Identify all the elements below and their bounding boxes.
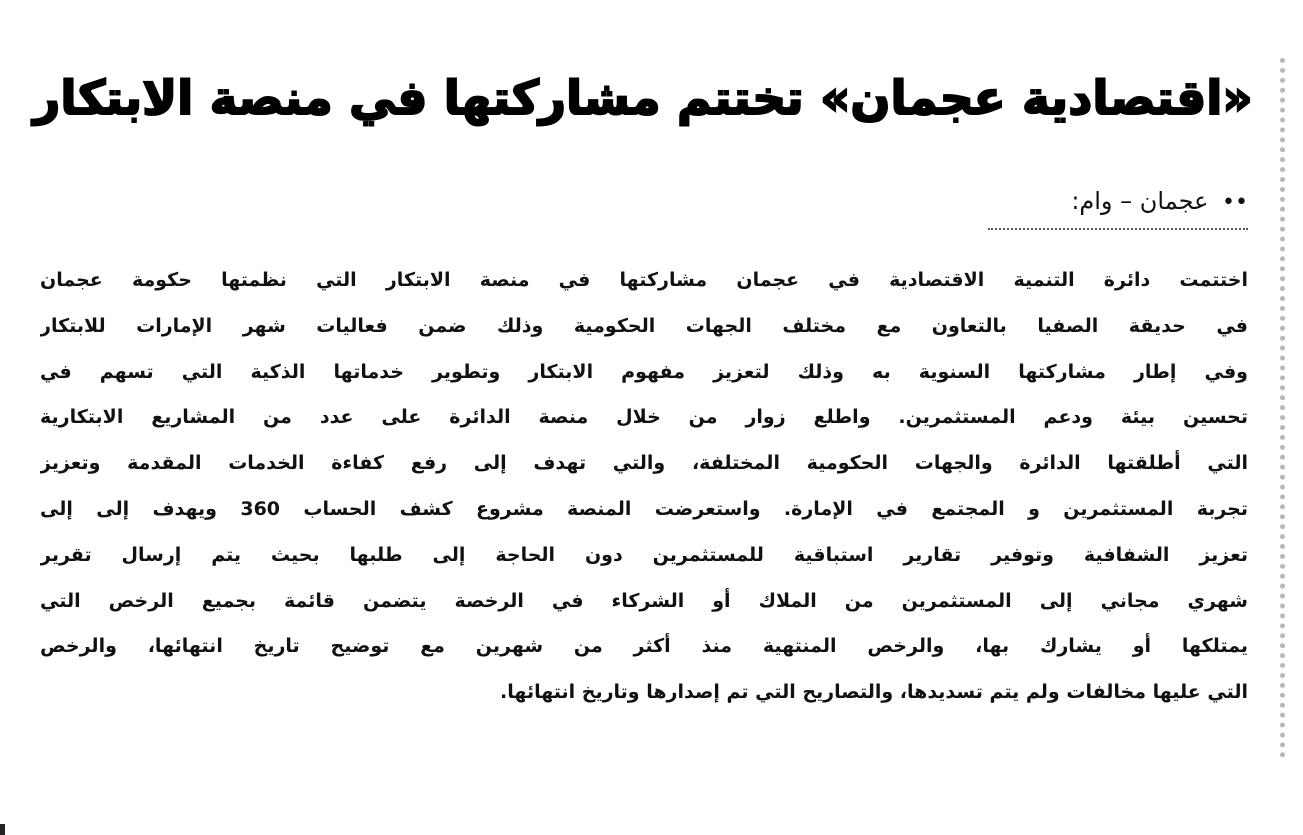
body-line: اختتمت دائرة التنمية الاقتصادية في عجمان مشاركتها في منصة الابتكار التي نظمتها حكومة عجمان bbox=[40, 269, 1248, 291]
crop-mark bbox=[0, 824, 5, 835]
byline-text: عجمان – وام: bbox=[1071, 187, 1209, 215]
body-line: تعزيز الشفافية وتوفير تقارير استباقية للمستثمرين دون الحاجة إلى طلبها بحيث يتم إرسال تقرير bbox=[40, 543, 1248, 566]
body-line: يمتلكها أو يشارك بها، والرخص المنتهية منذ أكثر من شهرين مع توضيح تاريخ انتهائها، والرخص bbox=[40, 635, 1248, 658]
column-divider bbox=[1280, 58, 1285, 758]
body-line: شهري مجاني إلى المستثمرين من الملاك أو الشركاء في الرخصة يتضمن قائمة بجميع الرخص التي bbox=[40, 589, 1248, 612]
body-line: تحسين بيئة ودعم المستثمرين. واطلع زوار من خلال منصة الدائرة على عدد من المشاريع الابتكارية bbox=[40, 406, 1248, 429]
body-line: وفي إطار مشاركتها السنوية به وذلك لتعزيز مفهوم الابتكار وتطوير خدماتها الذكية التي تسهم في bbox=[40, 360, 1248, 383]
body-line: التي عليها مخالفات ولم يتم تسديدها، والتصاريح التي تم إصدارها وتاريخ انتهائها. bbox=[500, 681, 1248, 704]
body-line: تجربة المستثمرين و المجتمع في الإمارة. واستعرضت المنصة مشروع كشف الحساب 360 ويهدف إلى إلى bbox=[40, 497, 1248, 520]
article-headline: «اقتصادية عجمان» تختتم مشاركتها في منصة الابتكار bbox=[33, 71, 1253, 126]
body-line: التي أطلقتها الدائرة والجهات الحكومية المختلفة، والتي تهدف إلى رفع كفاءة الخدمات المقدمة وتعزيز bbox=[40, 452, 1248, 475]
body-line: في حديقة الصفيا بالتعاون مع مختلف الجهات الحكومية وذلك ضمن فعاليات شهر الإمارات للابتكار bbox=[40, 314, 1248, 337]
byline-bullets: •• bbox=[1222, 190, 1248, 215]
article-body bbox=[40, 258, 1248, 798]
article-byline bbox=[988, 178, 1248, 230]
